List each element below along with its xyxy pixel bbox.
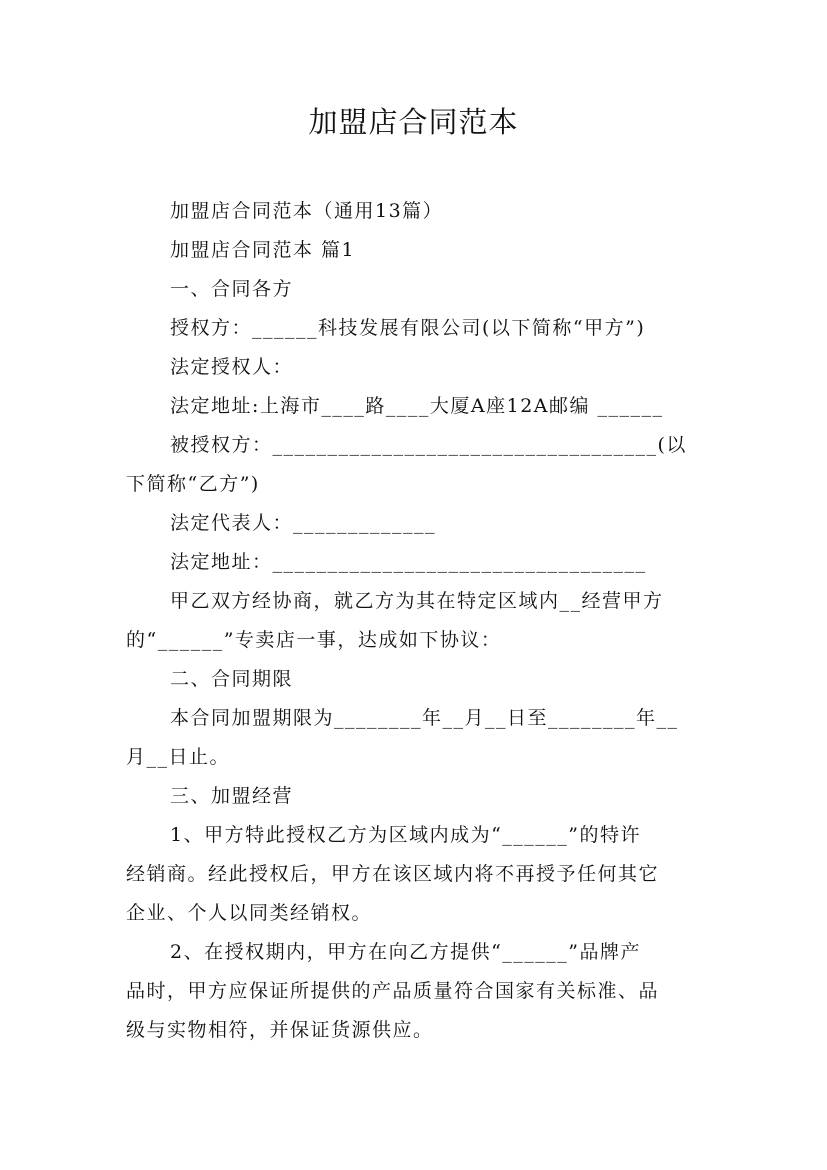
paragraph-line: 法定授权人： (170, 356, 294, 378)
paragraph-line: 授权方：______科技发展有限公司(以下简称“甲方”) (170, 317, 646, 339)
paragraph-line: 本合同加盟期限为________年__月__日至________年__ (170, 707, 679, 729)
paragraph-line: 经销商。经此授权后，甲方在该区域内将不再授予任何其它 (126, 863, 660, 885)
paragraph-line: 级与实物相符，并保证货源供应。 (126, 1019, 434, 1041)
paragraph-line: 企业、个人以同类经销权。 (126, 902, 373, 924)
clause-heading: 一、合同各方 (170, 278, 294, 300)
clause-heading: 三、加盟经营 (170, 785, 294, 807)
paragraph-line: 法定代表人：_____________ (170, 512, 437, 534)
paragraph-line: 品时，甲方应保证所提供的产品质量符合国家有关标准、品 (126, 980, 660, 1002)
subtitle-line: 加盟店合同范本（通用13篇） (170, 200, 444, 222)
paragraph-line: 下简称“乙方”) (126, 473, 260, 495)
paragraph-line: 1、甲方特此授权乙方为区域内成为“______”的特许 (170, 824, 642, 846)
document-title: 加盟店合同范本 (308, 105, 519, 139)
paragraph-line: 月__日止。 (126, 746, 231, 768)
paragraph-line: 的“______”专卖店一事，达成如下协议： (126, 629, 502, 651)
paragraph-line: 甲乙双方经协商，就乙方为其在特定区域内__经营甲方 (170, 590, 664, 612)
section-heading: 加盟店合同范本 篇1 (170, 239, 356, 261)
paragraph-line: 法定地址：__________________________________ (170, 551, 647, 573)
clause-heading: 二、合同期限 (170, 668, 294, 690)
paragraph-line: 法定地址:上海市____路____大厦A座12A邮编 ______ (170, 395, 664, 417)
paragraph-line: 2、在授权期内，甲方在向乙方提供“______”品牌产 (170, 941, 642, 963)
paragraph-line: 被授权方：___________________________________(以 (170, 434, 687, 456)
